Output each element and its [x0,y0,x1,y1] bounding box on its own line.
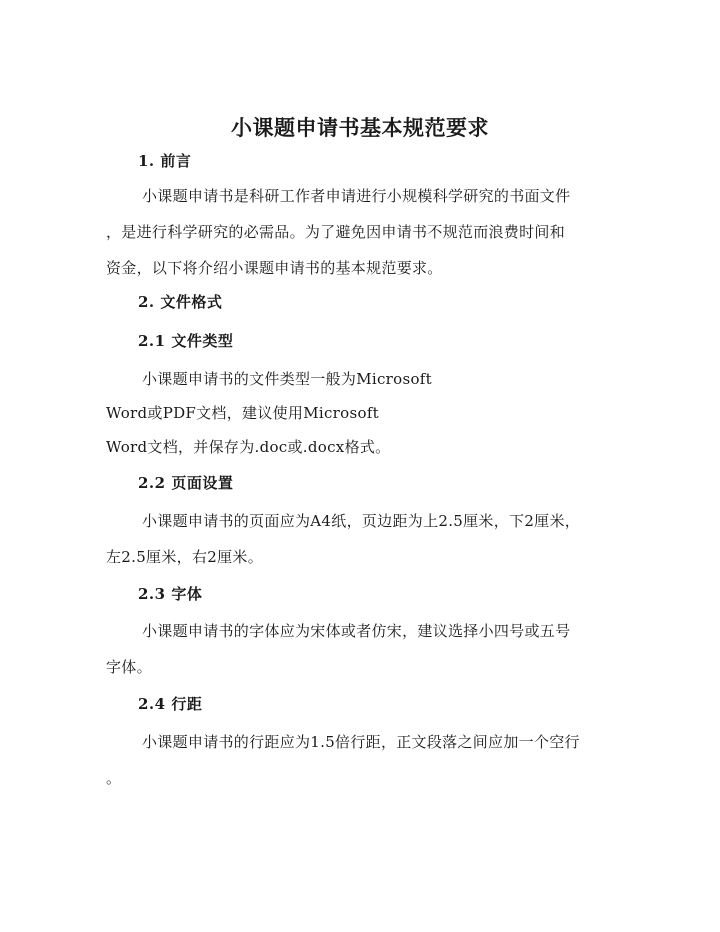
paragraph-line: Word或PDF文档，建议使用Microsoft [106,404,379,422]
paragraph-preface [106,178,610,286]
paragraph-line: 。 [106,769,122,787]
section-heading-line-spacing: 2.4 行距 [138,695,203,713]
paragraph-line: 小课题申请书的页面应为A4纸，页边距为上2.5厘米，下2厘米， [142,512,581,530]
paragraph-line: Word文档，并保存为.doc或.docx格式。 [106,438,391,456]
section-heading-page-setup: 2.2 页面设置 [138,474,234,492]
paragraph-line: 小课题申请书是科研工作者申请进行小规模科学研究的书面文件 [142,187,571,205]
section-heading-file-type: 2.1 文件类型 [138,332,234,350]
paragraph-line: 小课题申请书的文件类型一般为Microsoft [142,370,432,388]
paragraph-line-spacing [106,724,610,796]
section-heading-file-format: 2. 文件格式 [138,293,223,311]
section-heading-font: 2.3 字体 [138,585,203,603]
section-heading-preface: 1. 前言 [138,152,192,170]
document-title: 小课题申请书基本规范要求 [231,115,489,140]
paragraph-line: 左2.5厘米，右2厘米。 [106,548,263,566]
paragraph-line: 小课题申请书的行距应为1.5倍行距，正文段落之间应加一个空行 [142,733,580,751]
paragraph-line: ，是进行科学研究的必需品。为了避免因申请书不规范而浪费时间和 [106,223,566,241]
paragraph-line: 小课题申请书的字体应为宋体或者仿宋，建议选择小四号或五号 [142,622,571,640]
paragraph-page-setup [106,503,610,575]
paragraph-file-type [106,362,610,464]
paragraph-font [106,613,610,685]
paragraph-line: 字体。 [106,658,152,676]
paragraph-line: 资金，以下将介绍小课题申请书的基本规范要求。 [106,259,443,277]
